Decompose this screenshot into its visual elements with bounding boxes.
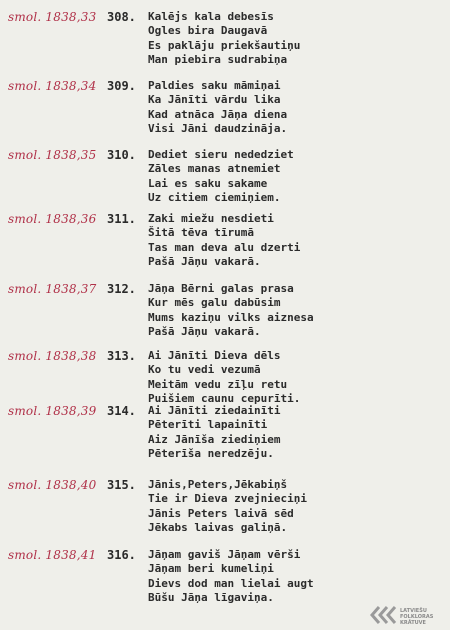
source-reference: smol. 1838,40	[8, 478, 97, 492]
song-line: Ai Jānīti ziedainīti	[148, 404, 281, 417]
song-line: Jānis Peters laivā sēd	[148, 506, 294, 520]
song-lines	[148, 148, 294, 205]
song-number: 315.	[107, 478, 136, 492]
song-line: Būšu Jāņa līgaviņa.	[148, 590, 274, 604]
logo-line-1: LATVIEŠU	[400, 608, 427, 614]
song-number: 311.	[107, 212, 136, 226]
song-lines	[148, 478, 307, 535]
logo-line-2: FOLKLORAS	[400, 614, 434, 620]
song-line: Aiz Jānīša ziediņiem	[148, 432, 281, 446]
song-line: Puišiem caunu cepurīti.	[148, 391, 301, 405]
song-lines	[148, 79, 287, 136]
song-line: Pēterīti lapainīti	[148, 418, 268, 432]
song-number: 309.	[107, 79, 136, 93]
song-line: Jēkabs laivas galiņā.	[148, 520, 288, 534]
song-number: 312.	[107, 282, 136, 296]
song-number: 310.	[107, 148, 136, 162]
song-line: Jānis,Peters,Jēkabiņš	[148, 478, 288, 491]
source-reference: smol. 1838,38	[8, 349, 97, 363]
source-reference: smol. 1838,36	[8, 212, 97, 226]
song-line: Dievs dod man lielai augt	[148, 576, 314, 590]
song-line: Tas man deva alu dzerti	[148, 240, 301, 254]
song-lines	[148, 212, 300, 269]
song-line: Jāņam beri kumeliņi	[148, 562, 274, 576]
song-line: Man piebira sudrabiņa	[148, 52, 288, 66]
source-reference: smol. 1838,34	[8, 79, 97, 93]
song-lines	[148, 404, 280, 461]
song-line: Kalējs kala debesīs	[148, 10, 274, 23]
song-line: Ko tu vedi vezumā	[148, 363, 261, 377]
song-line: Jāņam gaviš Jāņam vērši	[148, 548, 301, 561]
source-reference: smol. 1838,33	[8, 10, 97, 24]
song-line: Dediet sieru nededziet	[148, 148, 294, 161]
song-lines	[148, 282, 314, 339]
song-line: Kad atnāca Jāņa diena	[148, 107, 288, 121]
song-line: Zāles manas atnemiet	[148, 162, 281, 176]
archive-logo	[368, 603, 448, 628]
song-number: 316.	[107, 548, 136, 562]
song-lines	[148, 548, 314, 605]
song-line: Meitām vedu zīļu retu	[148, 377, 288, 391]
song-line: Uz citiem ciemiņiem.	[148, 190, 281, 204]
lfk-logo-icon	[368, 605, 398, 625]
song-line: Šitā tēva tīrumā	[148, 226, 254, 240]
song-line: Es paklāju priekšautiņu	[148, 38, 301, 52]
logo-line-3: KRĀTUVE	[400, 620, 426, 626]
logo-text	[400, 608, 433, 626]
song-lines	[148, 10, 300, 67]
song-line: Mums kaziņu vilks aiznesa	[148, 310, 314, 324]
song-line: Pašā Jāņu vakarā.	[148, 324, 261, 338]
source-reference: smol. 1838,41	[8, 548, 97, 562]
song-line: Tie ir Dieva zvejnieciņi	[148, 492, 307, 506]
song-number: 308.	[107, 10, 136, 24]
source-reference: smol. 1838,37	[8, 282, 97, 296]
song-line: Ka Jānīti vārdu lika	[148, 93, 281, 107]
song-number: 313.	[107, 349, 136, 363]
source-reference: smol. 1838,35	[8, 148, 97, 162]
song-line: Paldies saku māmiņai	[148, 79, 281, 92]
song-line: Pēterīša neredzēju.	[148, 446, 274, 460]
song-line: Ogles bira Daugavā	[148, 24, 268, 38]
source-reference: smol. 1838,39	[8, 404, 97, 418]
song-line: Jāņa Bērni galas prasa	[148, 282, 294, 295]
song-lines	[148, 349, 300, 406]
song-line: Zaki miežu nesdieti	[148, 212, 274, 225]
song-line: Lai es saku sakame	[148, 176, 268, 190]
song-line: Pašā Jāņu vakarā.	[148, 254, 261, 268]
song-line: Ai Jānīti Dieva dēls	[148, 349, 281, 362]
song-number: 314.	[107, 404, 136, 418]
song-line: Kur mēs galu dabūsim	[148, 296, 281, 310]
song-line: Visi Jāni daudzināja.	[148, 121, 288, 135]
